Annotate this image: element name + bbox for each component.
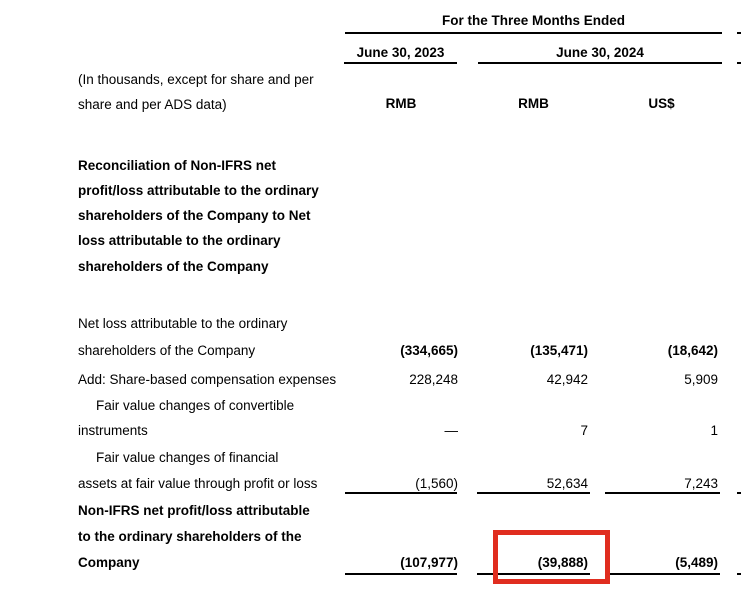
cell-convertible-rmb-2023: — xyxy=(444,423,458,438)
section-title-line-4: loss attributable to the ordinary xyxy=(78,233,281,248)
subtotal-rule-col1 xyxy=(345,492,457,494)
cell-fin-assets-rmb-2024: 52,634 xyxy=(546,476,588,491)
subtotal-rule-col3 xyxy=(605,492,720,494)
cell-net-loss-usd-2024: (18,642) xyxy=(667,343,718,358)
section-title-line-5: shareholders of the Company xyxy=(78,259,269,274)
cell-non-ifrs-usd-2024: (5,489) xyxy=(675,555,718,570)
table-title: For the Three Months Ended xyxy=(441,13,625,28)
title-underline-rule xyxy=(345,32,722,34)
cell-non-ifrs-rmb-2023: (107,977) xyxy=(400,555,458,570)
cell-convertible-rmb-2024: 7 xyxy=(580,423,588,438)
total-rule-col3 xyxy=(610,573,720,575)
clipped-rule-period-right xyxy=(737,62,741,64)
row-label-non-ifrs-line-3: Company xyxy=(78,555,140,570)
section-title-line-1: Reconciliation of Non-IFRS net xyxy=(78,158,276,173)
row-label-share-based-comp: Add: Share-based compensation expenses xyxy=(78,372,337,387)
cell-fin-assets-usd-2024: 7,243 xyxy=(684,476,718,491)
cell-non-ifrs-rmb-2024: (39,888) xyxy=(537,555,588,570)
cell-share-comp-rmb-2024: 42,942 xyxy=(546,372,588,387)
currency-header-rmb-2024: RMB xyxy=(518,96,549,111)
row-label-net-loss-line-1: Net loss attributable to the ordinary xyxy=(78,316,288,331)
total-rule-col1 xyxy=(345,573,457,575)
section-title-line-3: shareholders of the Company to Net xyxy=(78,208,311,223)
row-label-non-ifrs-line-2: to the ordinary shareholders of the xyxy=(78,529,302,544)
highlight-box-annotation xyxy=(493,530,610,584)
period-header-june-2024: June 30, 2024 xyxy=(556,45,644,60)
cell-fin-assets-rmb-2023: (1,560) xyxy=(415,476,458,491)
period-2024-underline-rule xyxy=(478,62,722,64)
clipped-rule-total-right xyxy=(737,573,741,575)
currency-header-rmb-2023: RMB xyxy=(385,96,417,111)
cell-share-comp-usd-2024: 5,909 xyxy=(684,372,718,387)
row-label-net-loss-line-2: shareholders of the Company xyxy=(78,343,256,358)
period-2023-underline-rule xyxy=(344,62,457,64)
cell-convertible-usd-2024: 1 xyxy=(710,423,718,438)
cell-net-loss-rmb-2024: (135,471) xyxy=(530,343,588,358)
units-note-line-1: (In thousands, except for share and per xyxy=(78,72,314,87)
clipped-rule-top-right xyxy=(737,32,741,34)
cell-share-comp-rmb-2023: 228,248 xyxy=(409,372,458,387)
row-label-convertible-line-1: Fair value changes of convertible xyxy=(96,398,295,413)
clipped-rule-subtotal-right xyxy=(737,492,741,494)
cell-net-loss-rmb-2023: (334,665) xyxy=(400,343,458,358)
row-label-financial-assets-line-1: Fair value changes of financial xyxy=(96,450,279,465)
units-note-line-2: share and per ADS data) xyxy=(78,97,227,112)
currency-header-usd-2024: US$ xyxy=(648,96,675,111)
period-header-june-2023: June 30, 2023 xyxy=(356,45,445,60)
row-label-convertible-line-2: instruments xyxy=(78,423,148,438)
row-label-non-ifrs-line-1: Non-IFRS net profit/loss attributable xyxy=(78,503,310,518)
row-label-financial-assets-line-2: assets at fair value through profit or loss xyxy=(78,476,318,491)
section-title-line-2: profit/loss attributable to the ordinary xyxy=(78,183,319,198)
subtotal-rule-col2 xyxy=(477,492,590,494)
